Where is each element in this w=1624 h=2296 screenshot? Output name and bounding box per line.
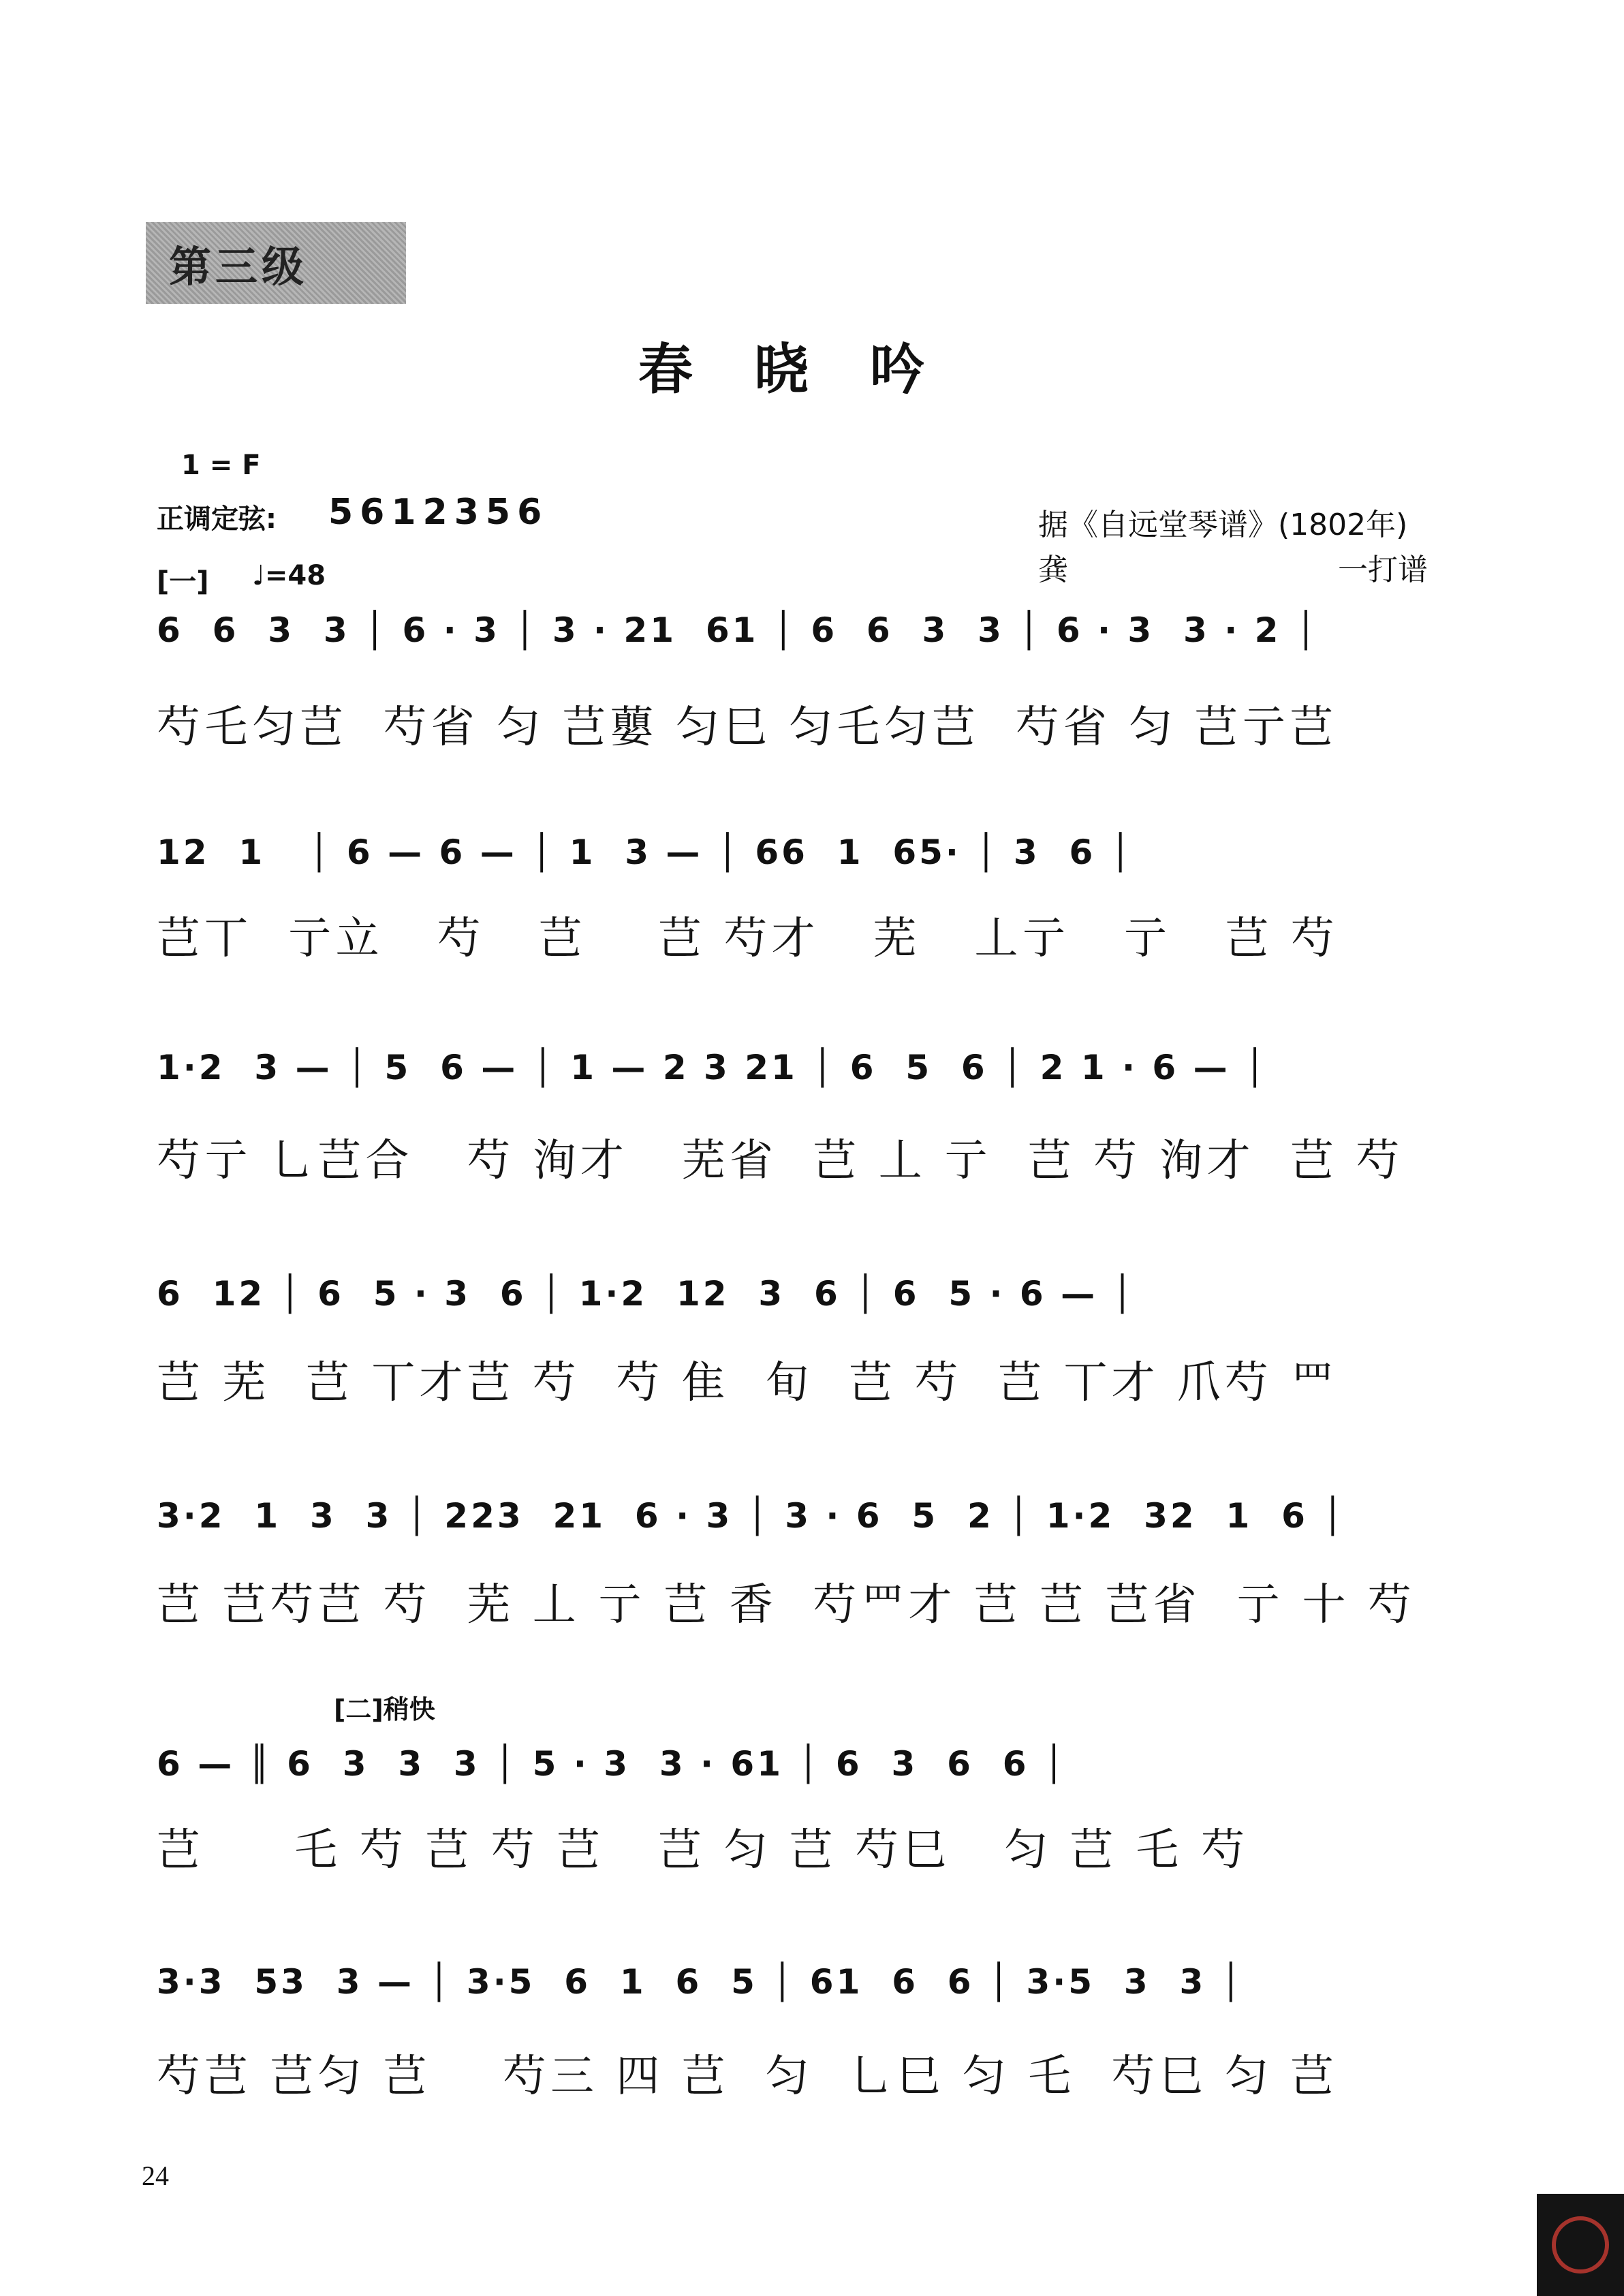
notation-line-3: 1·2 3 — │ 5 6 — │ 1 — 2 3 21 │ 6 5 6 │ 2 1 · 6 — │ [157,1048,1268,1087]
notation-line-5: 3·2 1 3 3 │ 223 21 6 · 3 │ 3 · 6 5 2 │ 1·2 32 1 6 │ [157,1496,1346,1536]
tempo-marking: ♩=48 [252,560,326,591]
level-badge: 第三级 [146,222,406,304]
tablature-line-4: 芑 芜 芑 丅才芑 芍 芍 隹 旬 芑 芍 芑 丅才 爪芍 罒 [157,1358,1339,1408]
arranger-credit: 一打谱 [1338,553,1428,587]
tablature-line-1: 芍乇匀芑 芍省 匀 芑蘡 匀巳 匀乇匀芑 芍省 匀 芑亍芑 [157,702,1338,753]
key-signature: 1 = F [181,450,261,481]
notation-line-6: 6 — ║ 6 3 3 3 │ 5 · 3 3 · 61 │ 6 3 6 6 │ [157,1744,1067,1784]
source-credit: 据《自远堂琴谱》(1802年) [1038,508,1408,542]
tuning-notes: 5612356 [328,492,549,533]
section-two-label: [二]稍快 [334,1694,435,1724]
corner-seal-logo [1537,2194,1624,2296]
tablature-line-3: 芍亍 乚芑合 芍 洵才 芜省 芑 丄 亍 芑 芍 洵才 芑 芍 [157,1136,1404,1186]
page-number: 24 [142,2160,169,2191]
piece-title: 春晓吟 [638,338,986,401]
tablature-line-2: 芑丅 亍立 芍 芑 芑 芍才 芜 丄亍 亍 芑 芍 [157,914,1339,964]
notation-line-7: 3·3 53 3 — │ 3·5 6 1 6 5 │ 61 6 6 │ 3·5 3 3 │ [157,1962,1244,2002]
notation-line-1: 6 6 3 3 │ 6 · 3 │ 3 · 21 61 │ 6 6 3 3 │ 6 · 3 3 · 2 │ [157,610,1319,650]
tablature-line-7: 芍芑 芑匀 芑 芍三 四 芑 匀 乚巳 匀 乇 芍巳 匀 芑 [157,2051,1339,2102]
arranger-surname: 龚 [1038,553,1068,587]
tablature-line-5: 芑 芑芍芑 芍 芜 丄 亍 芑 香 芍罒才 芑 芑 芑省 亍 十 芍 [157,1580,1416,1630]
notation-line-4: 6 12 │ 6 5 · 3 6 │ 1·2 12 3 6 │ 6 5 · 6 — │ [157,1274,1136,1314]
tuning-label: 正调定弦: [157,503,277,535]
tablature-line-6: 芑 乇 芍 芑 芍 芑 芑 匀 芑 芍巳 匀 芑 乇 芍 [157,1825,1249,1876]
notation-line-2: 12 1 │ 6 — 6 — │ 1 3 — │ 66 1 65· │ 3 6 │ [157,833,1134,872]
section-one-label: [一] [157,566,209,598]
